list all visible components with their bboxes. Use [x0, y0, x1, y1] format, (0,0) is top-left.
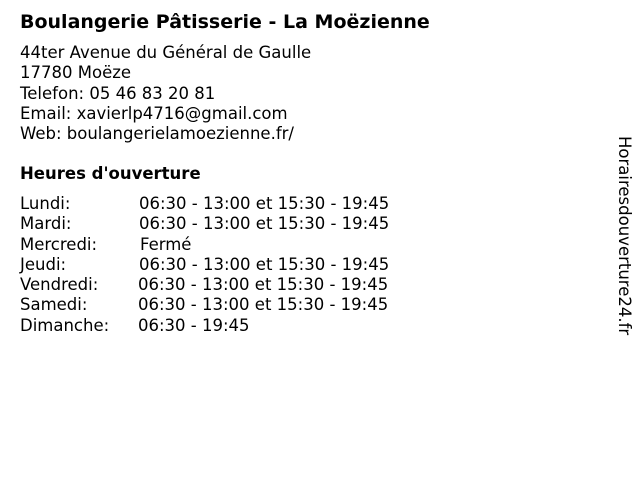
time-value: 06:30 - 13:00 et 15:30 - 19:45	[139, 214, 390, 234]
time-value: 06:30 - 13:00 et 15:30 - 19:45	[139, 194, 390, 213]
time-value: 06:30 - 13:00 et 15:30 - 19:45	[138, 275, 389, 295]
site-watermark: Horairesdouverture24.fr	[615, 136, 634, 336]
street-address: 44ter Avenue du Général de Gaulle	[20, 43, 312, 62]
day-label: Jeudi:	[20, 254, 67, 274]
day-label: Dimanche:	[20, 315, 110, 335]
business-contact	[20, 43, 311, 144]
day-label: Samedi:	[20, 295, 88, 315]
opening-hours-heading: Heures d'ouverture	[20, 164, 201, 183]
day-label: Lundi:	[20, 194, 71, 213]
postal-city: 17780 Moëze	[20, 63, 132, 83]
time-value: 06:30 - 13:00 et 15:30 - 19:45	[139, 254, 390, 274]
time-value: 06:30 - 13:00 et 15:30 - 19:45	[138, 295, 389, 315]
time-value: 06:30 - 19:45	[138, 315, 250, 335]
day-label: Mardi:	[20, 214, 72, 234]
time-value: Fermé	[140, 234, 192, 254]
day-label: Vendredi:	[20, 275, 99, 295]
website-line: Web: boulangerielamoezienne.fr/	[20, 124, 294, 144]
phone-line: Telefon: 05 46 83 20 81	[20, 83, 216, 103]
business-name: Boulangerie Pâtisserie - La Moëzienne	[20, 11, 430, 33]
day-label: Mercredi:	[20, 234, 98, 254]
email-line: Email: xavierlp4716@gmail.com	[20, 103, 288, 123]
